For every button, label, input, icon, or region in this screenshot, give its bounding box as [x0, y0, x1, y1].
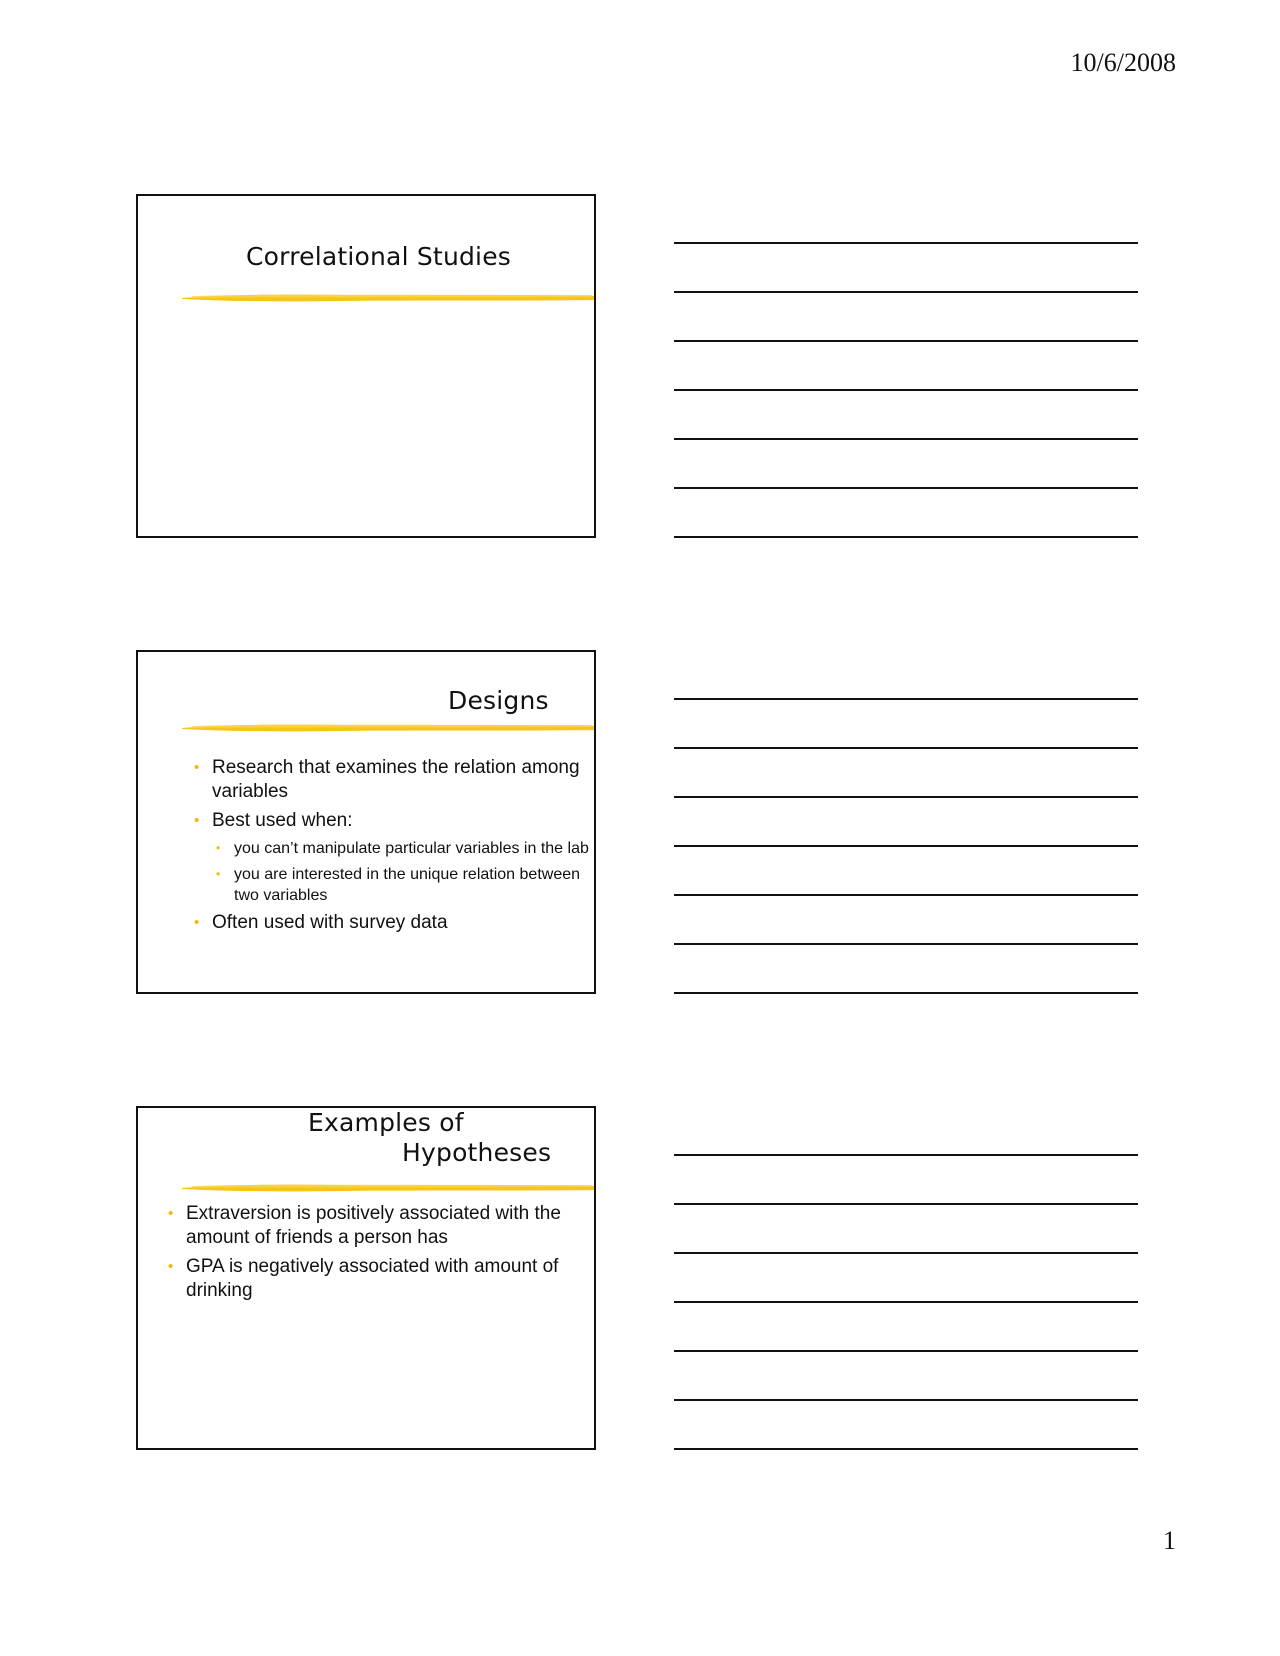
sub-bullet-item	[216, 838, 590, 859]
title-underline-brush	[182, 720, 596, 734]
note-line	[674, 1448, 1138, 1450]
header-date: 10/6/2008	[1070, 48, 1176, 77]
note-line	[674, 943, 1138, 945]
bullet-item	[194, 756, 590, 804]
note-line	[674, 1301, 1138, 1303]
note-line	[674, 487, 1138, 489]
bullet-dot-icon: •	[194, 914, 200, 931]
slide-examples-of-hypotheses	[136, 1106, 596, 1450]
bullet-item	[194, 911, 590, 935]
bullet-dot-icon: •	[194, 812, 200, 829]
bullet-text: you are interested in the unique relation between two variables	[234, 866, 581, 904]
note-line	[674, 796, 1138, 798]
note-line	[674, 747, 1138, 749]
note-line	[674, 1154, 1138, 1156]
bullet-text: Often used with survey data	[212, 912, 448, 933]
page-number: 1	[1163, 1526, 1176, 1555]
note-line	[674, 992, 1138, 994]
bullet-text: GPA is negatively associated with amount of drinking	[186, 1256, 559, 1301]
bullet-text: you can’t manipulate particular variables in the lab	[234, 840, 589, 857]
slide-designs	[136, 650, 596, 994]
bullet-text: Extraversion is positively associated with the amount of friends a person has	[186, 1203, 561, 1248]
bullet-dot-icon: •	[216, 867, 221, 881]
slide-correlational-studies	[136, 194, 596, 538]
note-line	[674, 1350, 1138, 1352]
title-underline-brush	[182, 1180, 596, 1194]
note-line	[674, 242, 1138, 244]
slide-title-line-2: Hypotheses	[402, 1138, 552, 1167]
note-line	[674, 291, 1138, 293]
bullet-text: Research that examines the relation among variables	[212, 757, 580, 802]
note-line	[674, 1399, 1138, 1401]
bullet-dot-icon: •	[168, 1205, 174, 1222]
bullet-text: Best used when:	[212, 810, 353, 831]
bullet-item	[168, 1255, 588, 1303]
note-line	[674, 1252, 1138, 1254]
note-line	[674, 389, 1138, 391]
note-line	[674, 536, 1138, 538]
note-line	[674, 894, 1138, 896]
note-line	[674, 340, 1138, 342]
slide-title: Correlational Studies	[246, 242, 512, 271]
bullet-dot-icon: •	[168, 1258, 174, 1275]
sub-bullet-item	[216, 864, 590, 906]
bullet-list	[194, 756, 590, 940]
note-line	[674, 698, 1138, 700]
note-line	[674, 438, 1138, 440]
bullet-dot-icon: •	[194, 759, 200, 776]
bullet-list	[168, 1202, 588, 1308]
slide-title: Designs	[448, 686, 549, 715]
bullet-item	[194, 809, 590, 833]
note-line	[674, 845, 1138, 847]
bullet-item	[168, 1202, 588, 1250]
note-line	[674, 1203, 1138, 1205]
bullet-dot-icon: •	[216, 841, 221, 855]
title-underline-brush	[182, 290, 596, 304]
slide-title-line-1: Examples of	[308, 1108, 464, 1137]
